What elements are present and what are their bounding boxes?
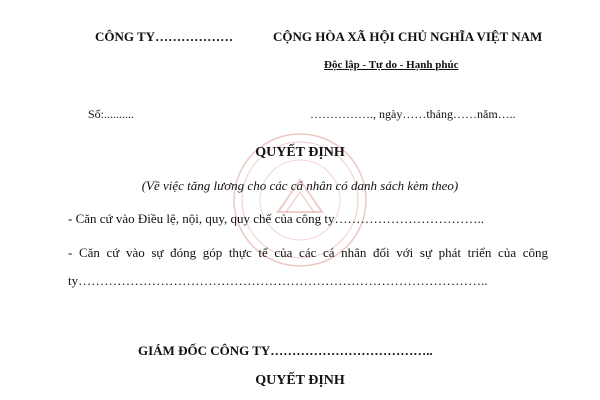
document-date: ……………., ngày……tháng……năm….. bbox=[310, 107, 516, 121]
national-motto: Độc lập - Tự do - Hạnh phúc bbox=[324, 59, 459, 71]
decision-title-footer: QUYẾT ĐỊNH bbox=[255, 373, 345, 388]
national-title: CỘNG HÒA XÃ HỘI CHỦ NGHĨA VIỆT NAM bbox=[273, 29, 543, 44]
decision-subtitle: (Về việc tăng lương cho các cá nhân có danh sách kèm theo) bbox=[141, 178, 459, 193]
clause-contribution-continued: ty………………………………………………………………………………….. bbox=[68, 273, 488, 288]
decision-title: QUYẾT ĐỊNH bbox=[255, 145, 345, 160]
clause-charter: - Căn cứ vào Điều lệ, nội, quy, quy chế của công ty…………………………….. bbox=[68, 211, 484, 226]
signer-heading: GIÁM ĐỐC CÔNG TY……………………………….. bbox=[138, 343, 433, 358]
company-name: CÔNG TY……………… bbox=[95, 29, 234, 44]
document-number: Số:.......... bbox=[88, 107, 135, 121]
clause-contribution: - Căn cứ vào sự đóng góp thực tế của các cá nhân đối với sự phát triển của công bbox=[68, 245, 548, 260]
